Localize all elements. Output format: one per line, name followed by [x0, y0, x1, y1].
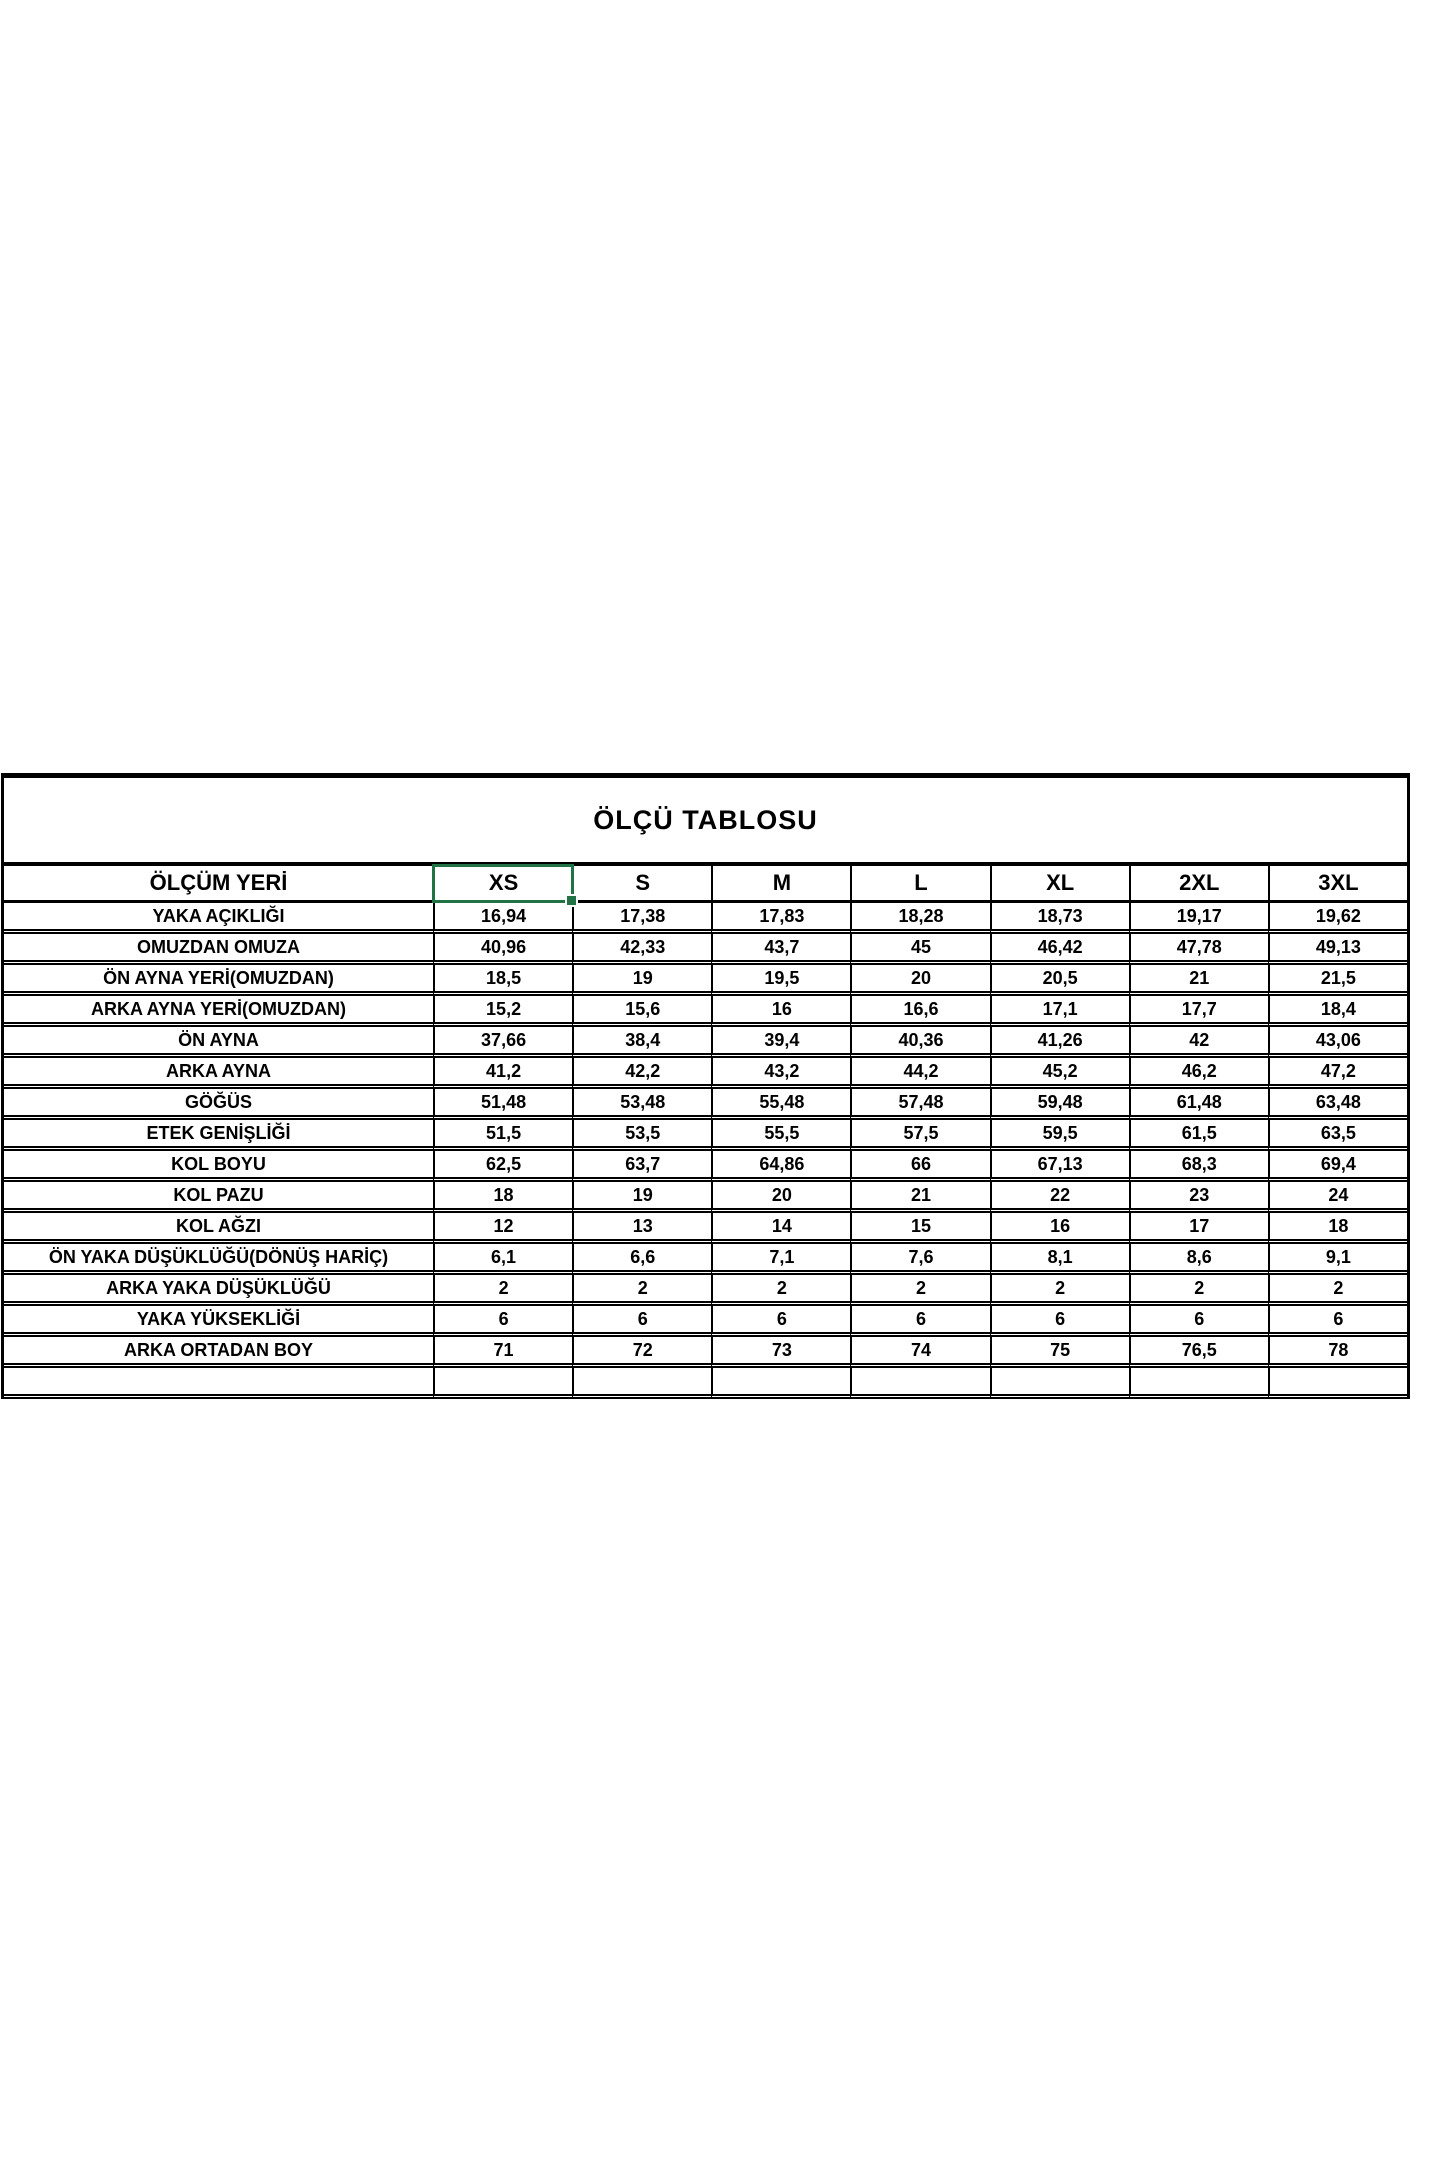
value-cell[interactable]: 47,2 — [1268, 1058, 1407, 1089]
table-row — [4, 1120, 1407, 1151]
size-column-header-xl[interactable]: XL — [990, 866, 1129, 903]
value-cell[interactable]: 47,78 — [1129, 934, 1268, 965]
value-cell[interactable]: 46,2 — [1129, 1058, 1268, 1089]
value-cell[interactable]: 40,36 — [850, 1027, 989, 1058]
value-cell[interactable]: 8,6 — [1129, 1244, 1268, 1275]
title-row — [4, 778, 1407, 866]
table-row — [4, 1244, 1407, 1275]
value-cell[interactable]: 17,83 — [711, 903, 850, 934]
value-cell[interactable] — [711, 1368, 850, 1399]
value-cell[interactable]: 57,5 — [850, 1120, 989, 1151]
row-label-cell[interactable]: OMUZDAN OMUZA — [4, 934, 433, 965]
value-cell[interactable]: 53,48 — [572, 1089, 711, 1120]
value-cell[interactable]: 21 — [1129, 965, 1268, 996]
value-cell[interactable]: 19,62 — [1268, 903, 1407, 934]
row-label-cell[interactable]: YAKA AÇIKLIĞI — [4, 903, 433, 934]
table-row — [4, 1027, 1407, 1058]
value-cell[interactable]: 20 — [850, 965, 989, 996]
value-cell[interactable]: 17,1 — [990, 996, 1129, 1027]
table-row — [4, 1213, 1407, 1244]
table-row — [4, 965, 1407, 996]
value-cell[interactable]: 43,06 — [1268, 1027, 1407, 1058]
table-row — [4, 1089, 1407, 1120]
value-cell[interactable]: 2 — [572, 1275, 711, 1306]
value-cell[interactable]: 20,5 — [990, 965, 1129, 996]
value-cell[interactable]: 46,42 — [990, 934, 1129, 965]
row-label-cell[interactable]: ARKA ORTADAN BOY — [4, 1337, 433, 1368]
value-cell[interactable]: 59,48 — [990, 1089, 1129, 1120]
value-cell[interactable]: 6,6 — [572, 1244, 711, 1275]
empty-table-row — [4, 1368, 1407, 1399]
value-cell[interactable]: 75 — [990, 1337, 1129, 1368]
table-row — [4, 1058, 1407, 1089]
value-cell[interactable]: 22 — [990, 1182, 1129, 1213]
value-cell[interactable]: 38,4 — [572, 1027, 711, 1058]
value-cell[interactable]: 39,4 — [711, 1027, 850, 1058]
row-label-cell[interactable]: GÖĞÜS — [4, 1089, 433, 1120]
value-cell[interactable]: 63,5 — [1268, 1120, 1407, 1151]
value-cell[interactable]: 16 — [990, 1213, 1129, 1244]
fill-handle[interactable] — [565, 894, 578, 907]
value-cell[interactable]: 62,5 — [433, 1151, 572, 1182]
value-cell[interactable]: 19 — [572, 1182, 711, 1213]
value-cell[interactable]: 43,2 — [711, 1058, 850, 1089]
value-cell[interactable] — [433, 1368, 572, 1399]
value-cell[interactable]: 12 — [433, 1213, 572, 1244]
value-cell[interactable] — [990, 1368, 1129, 1399]
value-cell[interactable]: 71 — [433, 1337, 572, 1368]
size-column-header-3xl[interactable]: 3XL — [1268, 866, 1407, 903]
row-label-cell[interactable]: ÖN YAKA DÜŞÜKLÜĞÜ(DÖNÜŞ HARİÇ) — [4, 1244, 433, 1275]
value-cell[interactable]: 72 — [572, 1337, 711, 1368]
value-cell[interactable]: 57,48 — [850, 1089, 989, 1120]
value-cell[interactable]: 16,94 — [433, 903, 572, 934]
value-cell[interactable] — [572, 1368, 711, 1399]
value-cell[interactable]: 69,4 — [1268, 1151, 1407, 1182]
value-cell[interactable]: 18,28 — [850, 903, 989, 934]
value-cell[interactable]: 42 — [1129, 1027, 1268, 1058]
value-cell[interactable]: 51,48 — [433, 1089, 572, 1120]
value-cell[interactable]: 9,1 — [1268, 1244, 1407, 1275]
value-cell[interactable]: 6,1 — [433, 1244, 572, 1275]
table-row — [4, 1306, 1407, 1337]
value-cell[interactable]: 66 — [850, 1151, 989, 1182]
value-cell[interactable]: 15,2 — [433, 996, 572, 1027]
value-cell[interactable]: 2 — [990, 1275, 1129, 1306]
value-cell[interactable]: 15,6 — [572, 996, 711, 1027]
value-cell[interactable]: 73 — [711, 1337, 850, 1368]
value-cell[interactable]: 78 — [1268, 1337, 1407, 1368]
value-cell[interactable]: 17,38 — [572, 903, 711, 934]
value-cell[interactable]: 6 — [572, 1306, 711, 1337]
value-cell[interactable]: 74 — [850, 1337, 989, 1368]
table-row — [4, 1182, 1407, 1213]
value-cell[interactable]: 43,7 — [711, 934, 850, 965]
value-cell[interactable]: 45 — [850, 934, 989, 965]
header-row — [4, 866, 1407, 903]
value-cell[interactable]: 6 — [1268, 1306, 1407, 1337]
value-cell[interactable]: 23 — [1129, 1182, 1268, 1213]
value-cell[interactable]: 17,7 — [1129, 996, 1268, 1027]
value-cell[interactable]: 37,66 — [433, 1027, 572, 1058]
row-label-cell[interactable]: ÖN AYNA YERİ(OMUZDAN) — [4, 965, 433, 996]
size-column-header-m[interactable]: M — [711, 866, 850, 903]
value-cell[interactable]: 2 — [711, 1275, 850, 1306]
value-cell[interactable]: 59,5 — [990, 1120, 1129, 1151]
value-cell[interactable]: 44,2 — [850, 1058, 989, 1089]
table-row — [4, 996, 1407, 1027]
value-cell[interactable]: 2 — [433, 1275, 572, 1306]
table-row — [4, 1275, 1407, 1306]
value-cell[interactable]: 6 — [433, 1306, 572, 1337]
table-row — [4, 1151, 1407, 1182]
value-cell[interactable]: 16 — [711, 996, 850, 1027]
size-column-header-2xl[interactable]: 2XL — [1129, 866, 1268, 903]
value-cell[interactable]: 13 — [572, 1213, 711, 1244]
value-cell[interactable]: 55,5 — [711, 1120, 850, 1151]
value-cell[interactable]: 6 — [850, 1306, 989, 1337]
value-cell[interactable]: 67,13 — [990, 1151, 1129, 1182]
value-cell[interactable] — [1129, 1368, 1268, 1399]
value-cell[interactable]: 24 — [1268, 1182, 1407, 1213]
value-cell[interactable]: 63,7 — [572, 1151, 711, 1182]
table-body — [4, 903, 1407, 1399]
row-label-cell[interactable] — [4, 1368, 433, 1399]
value-cell[interactable]: 18 — [433, 1182, 572, 1213]
value-cell[interactable]: 17 — [1129, 1213, 1268, 1244]
value-cell[interactable]: 19,5 — [711, 965, 850, 996]
value-cell[interactable]: 14 — [711, 1213, 850, 1244]
value-cell[interactable]: 6 — [990, 1306, 1129, 1337]
table-row — [4, 934, 1407, 965]
value-cell[interactable]: 7,1 — [711, 1244, 850, 1275]
table-title-cell[interactable]: ÖLÇÜ TABLOSU — [4, 778, 1407, 866]
size-column-header-xs[interactable]: XS — [433, 866, 572, 903]
value-cell[interactable]: 2 — [1129, 1275, 1268, 1306]
value-cell[interactable]: 55,48 — [711, 1089, 850, 1120]
value-cell[interactable]: 18,73 — [990, 903, 1129, 934]
row-label-cell[interactable]: KOL BOYU — [4, 1151, 433, 1182]
size-chart-table — [1, 773, 1410, 1399]
value-cell[interactable]: 21 — [850, 1182, 989, 1213]
value-cell[interactable]: 18,5 — [433, 965, 572, 996]
value-cell[interactable]: 45,2 — [990, 1058, 1129, 1089]
value-cell[interactable]: 61,5 — [1129, 1120, 1268, 1151]
value-cell[interactable]: 64,86 — [711, 1151, 850, 1182]
value-cell[interactable]: 68,3 — [1129, 1151, 1268, 1182]
value-cell[interactable]: 21,5 — [1268, 965, 1407, 996]
value-cell[interactable]: 2 — [850, 1275, 989, 1306]
value-cell[interactable]: 8,1 — [990, 1244, 1129, 1275]
value-cell[interactable]: 42,33 — [572, 934, 711, 965]
row-label-cell[interactable]: KOL AĞZI — [4, 1213, 433, 1244]
size-column-header-s[interactable]: S — [572, 866, 711, 903]
value-cell[interactable]: 41,2 — [433, 1058, 572, 1089]
value-cell[interactable]: 20 — [711, 1182, 850, 1213]
value-cell[interactable]: 18,4 — [1268, 996, 1407, 1027]
row-label-cell[interactable]: ETEK GENİŞLİĞİ — [4, 1120, 433, 1151]
value-cell[interactable]: 40,96 — [433, 934, 572, 965]
value-cell[interactable]: 51,5 — [433, 1120, 572, 1151]
value-cell[interactable]: 61,48 — [1129, 1089, 1268, 1120]
value-cell[interactable]: 49,13 — [1268, 934, 1407, 965]
value-cell[interactable]: 63,48 — [1268, 1089, 1407, 1120]
value-cell[interactable] — [1268, 1368, 1407, 1399]
row-label-cell[interactable]: ARKA AYNA YERİ(OMUZDAN) — [4, 996, 433, 1027]
value-cell[interactable]: 76,5 — [1129, 1337, 1268, 1368]
value-cell[interactable]: 16,6 — [850, 996, 989, 1027]
value-cell[interactable]: 6 — [1129, 1306, 1268, 1337]
table-row — [4, 903, 1407, 934]
value-cell[interactable]: 53,5 — [572, 1120, 711, 1151]
row-label-cell[interactable]: ÖN AYNA — [4, 1027, 433, 1058]
value-cell[interactable]: 15 — [850, 1213, 989, 1244]
row-label-cell[interactable]: ARKA AYNA — [4, 1058, 433, 1089]
value-cell[interactable]: 18 — [1268, 1213, 1407, 1244]
value-cell[interactable]: 19 — [572, 965, 711, 996]
measure-point-header[interactable]: ÖLÇÜM YERİ — [4, 866, 433, 903]
table-row — [4, 1337, 1407, 1368]
value-cell[interactable]: 19,17 — [1129, 903, 1268, 934]
size-column-header-l[interactable]: L — [850, 866, 989, 903]
value-cell[interactable]: 2 — [1268, 1275, 1407, 1306]
row-label-cell[interactable]: YAKA YÜKSEKLİĞİ — [4, 1306, 433, 1337]
value-cell[interactable]: 42,2 — [572, 1058, 711, 1089]
value-cell[interactable]: 7,6 — [850, 1244, 989, 1275]
value-cell[interactable] — [850, 1368, 989, 1399]
value-cell[interactable]: 41,26 — [990, 1027, 1129, 1058]
value-cell[interactable]: 6 — [711, 1306, 850, 1337]
row-label-cell[interactable]: ARKA YAKA DÜŞÜKLÜĞÜ — [4, 1275, 433, 1306]
row-label-cell[interactable]: KOL PAZU — [4, 1182, 433, 1213]
selected-cell-outline — [432, 864, 574, 903]
